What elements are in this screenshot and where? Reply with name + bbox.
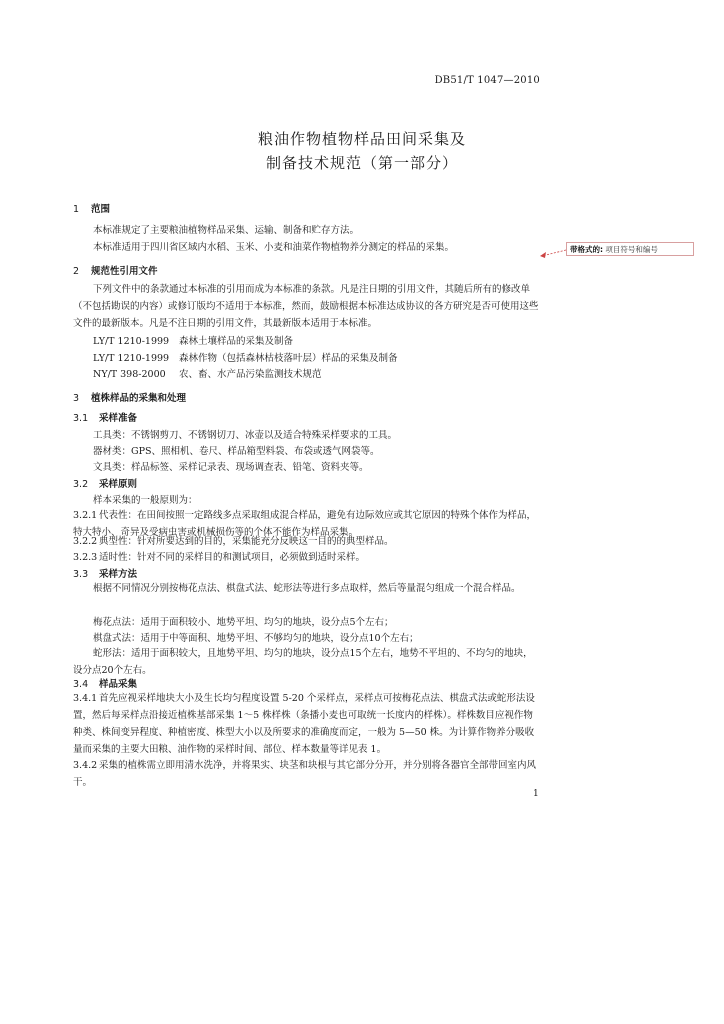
section-1-heading: 1 范围 (73, 204, 111, 215)
list-item: 文具类：样品标签、采样记录表、现场调查表、铅笔、资料夹等。 (93, 462, 369, 473)
section-2-body: 下列文件中的条款通过本标准的引用而成为本标准的条款。凡是注日期的引用文件，其随后所有的修改单（不包括勘误的内容）或修订版均不适用于本标准，然而，鼓励根据本标准达成协议的各方研究是否可使用这些文件的最新版本。凡是不注日期的引用文件，其最新版本适用于本标准。 (73, 284, 539, 329)
section-1-paragraph-2: 本标准适用于四川省区域内水稻、玉米、小麦和油菜作物植物养分测定的样品的采集。 (93, 242, 455, 253)
list-item: 工具类：不锈钢剪刀、不锈钢切刀、冰壶以及适合特殊采样要求的工具。 (93, 430, 398, 441)
section-3-4-heading: 3.4 样品采集 (73, 679, 138, 690)
section-3-2-intro: 样本采集的一般原则为： (93, 495, 198, 506)
section-3-heading: 3 植株样品的采集和处理 (73, 393, 187, 404)
method-item: 蛇形法：适用于面积较大，且地势平坦、均匀的地块，设分点15个左右，地势不平坦的、不均匀的地块，设分点20个左右。 (73, 648, 533, 676)
reference-item: NY/T 398-2000 农、畜、水产品污染监测技术规范 (93, 369, 322, 380)
page-number: 1 (533, 789, 539, 799)
section-3-3-body: 根据不同情况分别按梅花点法、棋盘式法、蛇形法等进行多点取样，然后等量混匀组成一个混合样品。 (93, 583, 521, 594)
comment-label: 带格式的: (570, 245, 603, 254)
section-1-paragraph-1: 本标准规定了主要粮油植物样品采集、运输、制备和贮存方法。 (93, 225, 360, 236)
reference-item: LY/T 1210-1999 森林作物（包括森林枯枝落叶层）样品的采集及制备 (93, 353, 398, 364)
section-3-4-2: 3.4.2 采集的植株需立即用清水洗净，并将果实、块茎和块根与其它部分分开，并分别将各器官全部带回室内风干。 (73, 760, 537, 788)
section-3-3-heading: 3.3 采样方法 (73, 569, 138, 580)
document-title-line-2: 制备技术规范（第一部分） (265, 154, 458, 172)
section-3-2-1: 3.2.1 代表性：在田间按照一定路线多点采取组成混合样品，避免有边际效应或其它原因的特殊个体作为样品，特大特小、奇异及受病虫害或机械损伤等的个体不能作为样品采集。 (73, 510, 537, 538)
format-comment-balloon[interactable] (566, 242, 694, 256)
section-3-2-2: 3.2.2 典型性：针对所要达到的目的，采集能充分反映这一目的的典型样品。 (73, 536, 394, 547)
reference-item: LY/T 1210-1999 森林土壤样品的采集及制备 (93, 336, 294, 347)
section-3-1-heading: 3.1 采样准备 (73, 413, 138, 424)
document-title-line-1: 粮油作物植物样品田间采集及 (257, 130, 466, 148)
comment-text: 项目符号和编号 (605, 245, 658, 254)
section-3-2-3: 3.2.3 适时性：针对不同的采样目的和测试项目，必须做到适时采样。 (73, 552, 366, 563)
section-3-4-1: 3.4.1 首先应视采样地块大小及生长均匀程度设置 5-20 个采样点，采样点可按梅花点法、棋盘式法或蛇形法设置，然后每采样点沿接近植株基部采集 1～5 株样株（条播小麦也可取统一长度内的样株）。样株数目应视作物种类、株间变异程度、种植密度、株型大小以及所要求的准确度而定，一般为 5—50 株。为计算作物养分吸收量而采集的主要大田粮、油作物的采样时间、部位、样本数量等详见表 1。 (73, 693, 535, 755)
method-item: 梅花点法：适用于面积较小、地势平坦、均匀的地块，设分点5个左右； (93, 617, 394, 628)
section-3-2-heading: 3.2 采样原则 (73, 479, 138, 490)
document-code: DB51/T 1047—2010 (434, 75, 540, 86)
section-2-heading: 2 规范性引用文件 (73, 266, 158, 277)
method-item: 棋盘式法：适用于中等面积、地势平坦、不够均匀的地块，设分点10个左右； (93, 633, 419, 644)
list-item: 器材类：GPS、照相机、卷尺、样品箱型料袋、布袋或透气网袋等。 (93, 446, 380, 457)
